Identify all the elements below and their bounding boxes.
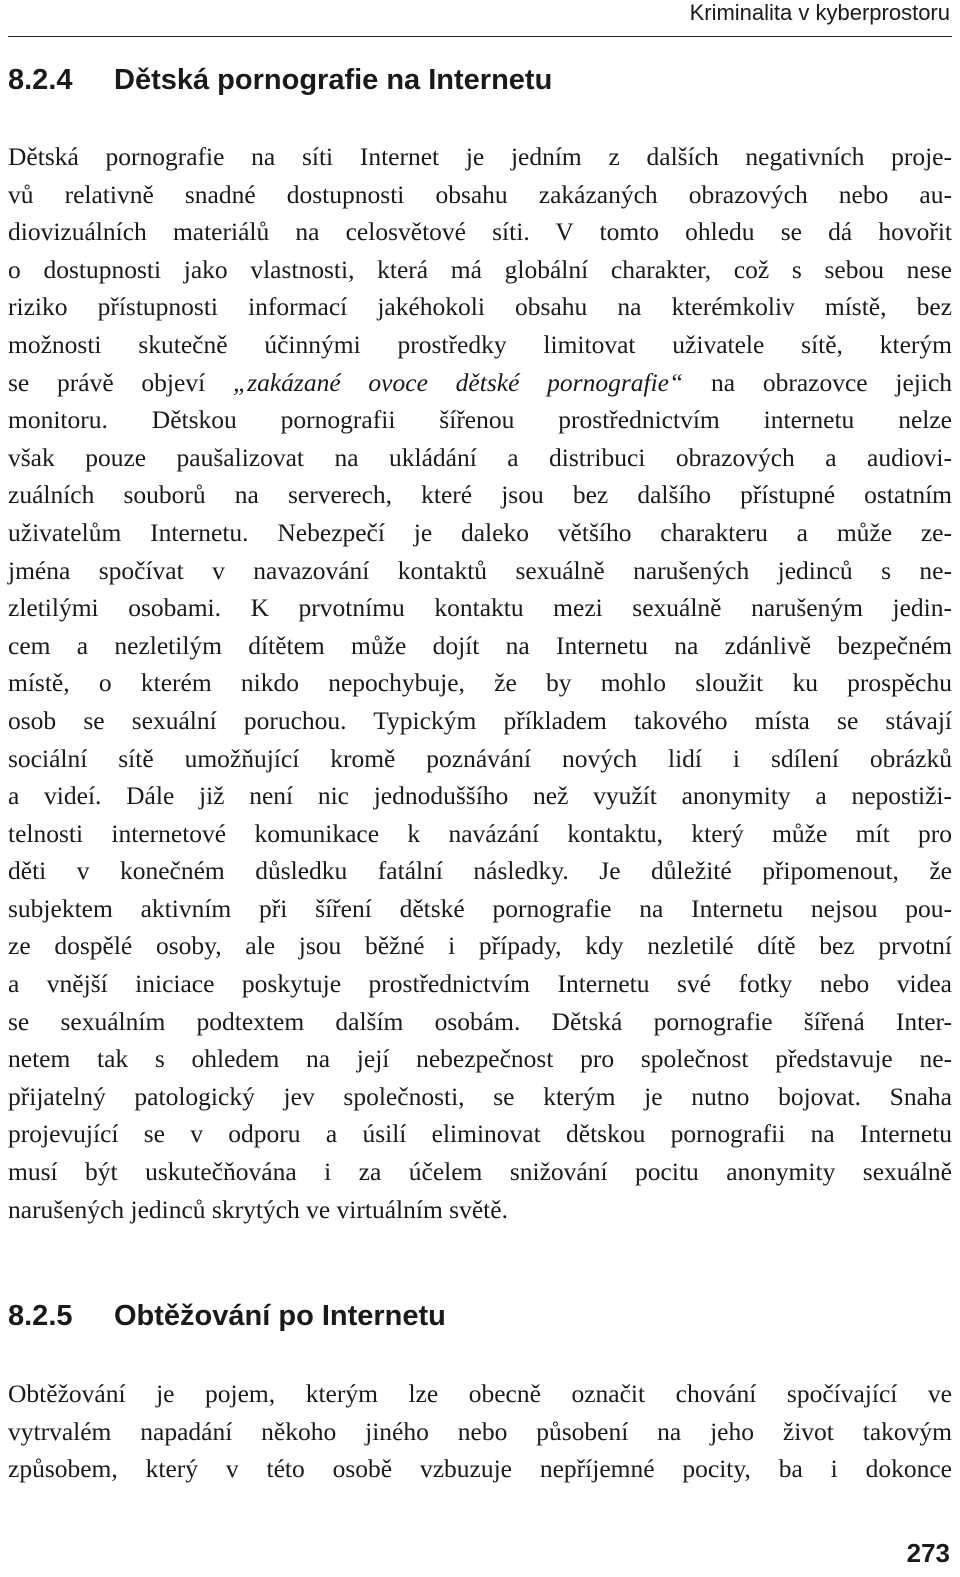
text-line: cem a nezletilým dítětem může dojít na Internetu na zdánlivě bezpečném (8, 630, 952, 660)
section-number: 8.2.5 (8, 1300, 73, 1332)
text-line: jména spočívat v navazování kontaktů sexuálně narušených jedinců s ne- (8, 555, 952, 585)
italic-phrase: „zakázané ovoce dětské pornografie“ (232, 367, 684, 397)
text-line-with-italic (8, 364, 952, 402)
text-line: přijatelný patologický jev společnosti, se kterým je nutno bojovat. Snaha (8, 1081, 952, 1111)
section-heading-8-2-5 (8, 1300, 446, 1333)
text-line: narušených jedinců skrytých ve virtuálním světě. (8, 1194, 508, 1224)
text-line: vů relativně snadné dostupnosti obsahu zakázaných obrazových nebo au- (8, 179, 952, 209)
section-number: 8.2.4 (8, 64, 73, 96)
section-title: Dětská pornografie na Internetu (114, 64, 553, 96)
text-segment: na obrazovce jejich (710, 367, 953, 397)
text-line: možnosti skutečně účinnými prostředky limitovat uživatele sítě, kterým (8, 329, 952, 359)
page-number: 273 (906, 1538, 950, 1568)
text-line: netem tak s ohledem na její nebezpečnost pro společnost představuje ne- (8, 1044, 952, 1074)
text-line: uživatelům Internetu. Nebezpečí je daleko většího charakteru a může ze- (8, 517, 952, 547)
text-line: telnosti internetové komunikace k navázání kontaktu, který může mít pro (8, 818, 952, 848)
text-line: vytrvalém napadání někoho jiného nebo působení na jeho život takovým (8, 1416, 952, 1446)
text-line: riziko přístupnosti informací jakéhokoli obsahu na kterémkoliv místě, bez (8, 292, 952, 322)
text-line: sociální sítě umožňující kromě poznávání nových lidí i sdílení obrázků (8, 743, 952, 773)
text-line: Dětská pornografie na síti Internet je jedním z dalších negativních proje- (8, 142, 952, 171)
running-head: Kriminalita v kyberprostoru (689, 0, 950, 25)
text-line: děti v konečném důsledku fatální následky. Je důležité připomenout, že (8, 856, 952, 886)
text-line: zletilými osobami. K prvotnímu kontaktu mezi sexuálně narušeným jedin- (8, 593, 952, 623)
text-line: způsobem, který v této osobě vzbuzuje nepříjemné pocity, ba i dokonce (8, 1454, 952, 1484)
text-line: se sexuálním podtextem dalším osobám. Dětská pornografie šířená Inter- (8, 1006, 952, 1036)
section-8-2-4-paragraph (8, 138, 952, 1228)
text-segment: se právě objeví (8, 367, 206, 397)
text-line: projevující se v odporu a úsilí eliminovat dětskou pornografii na Internetu (8, 1119, 952, 1149)
section-heading-8-2-4 (8, 64, 552, 97)
text-line: monitoru. Dětskou pornografii šířenou prostřednictvím internetu nelze (8, 405, 952, 435)
page-header (8, 0, 952, 37)
text-line: o dostupnosti jako vlastnosti, která má globální charakter, což s sebou nese (8, 254, 952, 284)
text-line: Obtěžování je pojem, kterým lze obecně označit chování spočívající ve (8, 1379, 952, 1408)
text-line: osob se sexuální poruchou. Typickým příkladem takového místa se stávají (8, 705, 952, 735)
text-line: a videí. Dále již není nic jednoduššího než využít anonymity a nepostiži- (8, 781, 952, 811)
text-line: ze dospělé osoby, ale jsou běžné i případy, kdy nezletilé dítě bez prvotní (8, 931, 952, 961)
text-line: musí být uskutečňována i za účelem snižování pocitu anonymity sexuálně (8, 1157, 952, 1187)
section-title: Obtěžování po Internetu (114, 1300, 446, 1332)
text-line: diovizuálních materiálů na celosvětové síti. V tomto ohledu se dá hovořit (8, 217, 952, 247)
section-8-2-5-paragraph (8, 1375, 952, 1488)
text-line: však pouze paušalizovat na ukládání a distribuci obrazových a audiovi- (8, 442, 952, 472)
text-line: a vnější iniciace poskytuje prostřednictvím Internetu své fotky nebo videa (8, 969, 952, 999)
text-line: subjektem aktivním při šíření dětské pornografie na Internetu nejsou pou- (8, 893, 952, 923)
text-line: zuálních souborů na serverech, které jsou bez dalšího přístupné ostatním (8, 480, 952, 510)
text-line: místě, o kterém nikdo nepochybuje, že by mohlo sloužit ku prospěchu (8, 668, 952, 698)
